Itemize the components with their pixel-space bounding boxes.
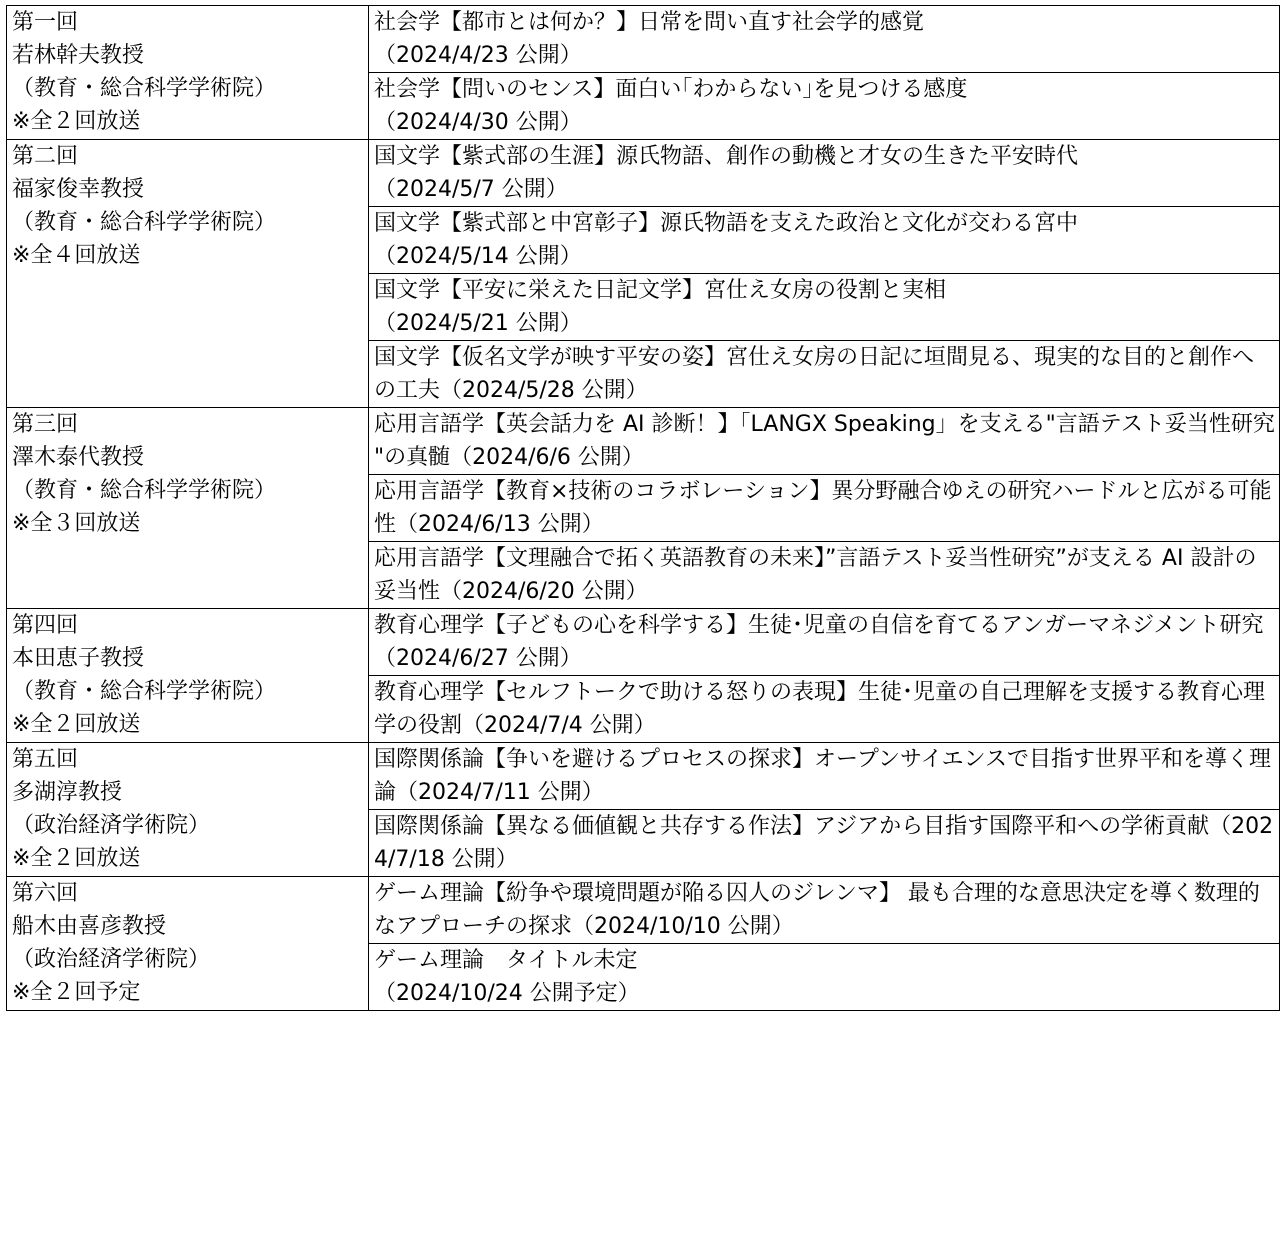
session-info-cell: [7, 6, 369, 140]
episode-title: 社会学【都市とは何か？】日常を問い直す社会学的感覚: [374, 10, 925, 35]
professor-name: 福家俊幸教授: [12, 177, 145, 202]
episode-title: 教育心理学【子どもの心を科学する】生徒･児童の自信を育てるアンガーマネジメント研究（2024/6/27 公開）: [374, 613, 1264, 671]
episode-title: 国文学【仮名文学が映す平安の姿】宮仕え女房の日記に垣間見る、現実的な目的と創作への工夫（2024/5/28 公開）: [374, 345, 1255, 403]
episode-title: 国文学【紫式部の生涯】源氏物語、創作の動機と才女の生きた平安時代: [374, 144, 1079, 169]
broadcast-note: ※全２回放送: [12, 846, 141, 871]
episode-cell: [369, 676, 1280, 743]
episode-date: （2024/5/21 公開）: [374, 311, 582, 336]
episode-title: 応用言語学【英会話力を AI 診断！】「LANGX Speaking」を支える"言語テスト妥当性研究"の真髄（2024/6/6 公開）: [374, 412, 1275, 470]
broadcast-note: ※全４回放送: [12, 243, 141, 268]
schedule-body: [7, 6, 1280, 1011]
table-row: [7, 408, 1280, 475]
broadcast-note: ※全２回放送: [12, 712, 141, 737]
broadcast-note: ※全２回予定: [12, 980, 141, 1005]
professor-name: 本田恵子教授: [12, 646, 145, 671]
episode-title: 国際関係論【異なる価値観と共存する作法】アジアから目指す国際平和への学術貢献（2024/7/18 公開）: [374, 814, 1274, 872]
session-round: 第三回: [12, 412, 79, 437]
episode-cell: [369, 743, 1280, 810]
professor-name: 若林幹夫教授: [12, 43, 145, 68]
episode-title: 国文学【紫式部と中宮彰子】源氏物語を支えた政治と文化が交わる宮中: [374, 211, 1079, 236]
episode-cell: [369, 140, 1280, 207]
professor-name: 船木由喜彦教授: [12, 914, 167, 939]
episode-date: （2024/5/7 公開）: [374, 177, 568, 202]
episode-cell: [369, 6, 1280, 73]
table-row: [7, 140, 1280, 207]
professor-affiliation: （教育・総合科学学術院）: [12, 76, 277, 101]
session-round: 第六回: [12, 881, 79, 906]
professor-affiliation: （政治経済学術院）: [12, 813, 211, 838]
episode-cell: [369, 609, 1280, 676]
professor-affiliation: （教育・総合科学学術院）: [12, 679, 277, 704]
episode-cell: [369, 207, 1280, 274]
episode-cell: [369, 408, 1280, 475]
episode-title: 応用言語学【教育×技術のコラボレーション】異分野融合ゆえの研究ハードルと広がる可能性（2024/6/13 公開）: [374, 479, 1272, 537]
episode-cell: [369, 341, 1280, 408]
table-row: [7, 877, 1280, 944]
episode-title: ゲーム理論【紛争や環境問題が陥る囚人のジレンマ】 最も合理的な意思決定を導く数理的なアプローチの探求（2024/10/10 公開）: [374, 881, 1260, 939]
episode-cell: [369, 810, 1280, 877]
episode-title: 社会学【問いのセンス】面白い｢わからない｣を見つける感度: [374, 77, 968, 102]
episode-cell: [369, 274, 1280, 341]
episode-cell: [369, 542, 1280, 609]
professor-affiliation: （教育・総合科学学術院）: [12, 210, 277, 235]
table-row: [7, 6, 1280, 73]
session-round: 第四回: [12, 613, 79, 638]
broadcast-note: ※全２回放送: [12, 109, 141, 134]
professor-name: 多湖淳教授: [12, 780, 123, 805]
episode-title: 国文学【平安に栄えた日記文学】宮仕え女房の役割と実相: [374, 278, 947, 303]
episode-date: （2024/4/30 公開）: [374, 110, 582, 135]
professor-affiliation: （政治経済学術院）: [12, 947, 211, 972]
session-info-cell: [7, 140, 369, 408]
table-row: [7, 609, 1280, 676]
table-row: [7, 743, 1280, 810]
session-info-cell: [7, 743, 369, 877]
lecture-schedule-table: [6, 5, 1280, 1011]
professor-name: 澤木泰代教授: [12, 445, 145, 470]
episode-title: 国際関係論【争いを避けるプロセスの探求】オープンサイエンスで目指す世界平和を導く理論（2024/7/11 公開）: [374, 747, 1271, 805]
session-round: 第一回: [12, 10, 79, 35]
session-round: 第二回: [12, 144, 79, 169]
episode-date: （2024/10/24 公開予定）: [374, 981, 640, 1006]
episode-date: （2024/4/23 公開）: [374, 43, 582, 68]
episode-title: 教育心理学【セルフトークで助ける怒りの表現】生徒･児童の自己理解を支援する教育心理学の役割（2024/7/4 公開）: [374, 680, 1266, 738]
episode-cell: [369, 73, 1280, 140]
session-info-cell: [7, 408, 369, 609]
episode-cell: [369, 877, 1280, 944]
episode-title: ゲーム理論 タイトル未定: [374, 948, 638, 973]
session-info-cell: [7, 609, 369, 743]
episode-cell: [369, 944, 1280, 1011]
professor-affiliation: （教育・総合科学学術院）: [12, 478, 277, 503]
broadcast-note: ※全３回放送: [12, 511, 141, 536]
session-info-cell: [7, 877, 369, 1011]
session-round: 第五回: [12, 747, 79, 772]
episode-date: （2024/5/14 公開）: [374, 244, 582, 269]
episode-title: 応用言語学【文理融合で拓く英語教育の未来】”言語テスト妥当性研究”が支える AI 設計の妥当性（2024/6/20 公開）: [374, 546, 1257, 604]
episode-cell: [369, 475, 1280, 542]
